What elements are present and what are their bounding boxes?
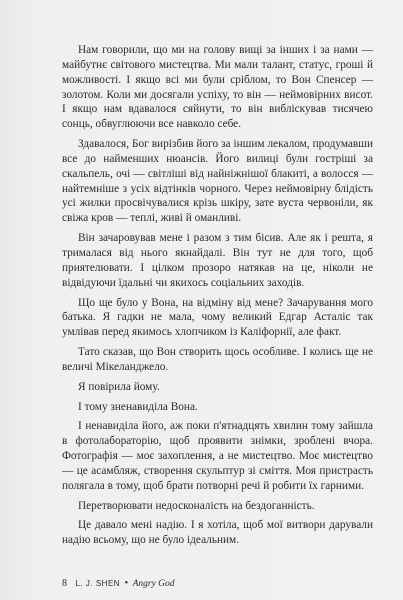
paragraph-7: І тому зненавиділа Вона. xyxy=(78,400,198,413)
book-title: Angry God xyxy=(132,579,175,589)
paragraph-5: Тато сказав, що Вон створить щось особливе. І колись ще не величі Мікеланджело. xyxy=(62,346,373,373)
author-name: L. J. SHEN xyxy=(75,579,121,588)
paragraph-6: Я повірила йому. xyxy=(78,380,160,393)
paragraph-4: Що ще було у Вона, на відміну від мене? Зачарування мого батька. Я гадки не мала, чому великий Едгар Асталіс так умлівав перед якимось хлопчиком із Каліфорнії, але факт. xyxy=(62,296,373,339)
paragraph-2: Здавалося, Бог вирізбив його за іншим лекалом, продумавши все до найменших нюансів. Його вилиці були гостріші за скальпель, очі — світліші від найніжнішої блакиті, а волосся — найтемніше з усіх відтінків чорного. Через неймовірну блідість усі жилки просвічувалися крізь шкіру, зате вуста червоніли, як свіжа кров — теплі, живі й оманливі. xyxy=(62,138,373,225)
paragraph-8: І ненавиділа його, аж поки п'ятнадцять хвилин тому зайшла в фотолабораторію, щоб проявити знімки, зроблені вчора. Фотографія — моє захоплення, а не мистецтво. Моє мистецтво — це асамбляж, створення скульптур зі сміття. Моя пристрасть полягала в тому, щоб брати потворні речі й робити їх гарними. xyxy=(62,420,373,492)
paragraph-10: Це давало мені надію. І я хотіла, щоб мої витвори дарували надію всьому, що не було ідеальним. xyxy=(62,519,373,547)
paragraph-9: Перетворювати недосконалість на бездоганність. xyxy=(78,499,315,512)
body-text xyxy=(62,43,373,553)
footer-separator: • xyxy=(124,578,129,589)
page-footer xyxy=(62,578,175,589)
paragraph-1: Нам говорили, що ми на голову вищі за інших і за нами — майбутнє світового мистецтва. Ми мали талант, статус, гроші й можливості. І якщо всі ми були сріблом, то Вон Спенсер — золотом. Коли ми досягали успіху, то він — неймовірних висот. І якщо нам вдавалося сяйнути, то він вибліскував тисячею сонць, обвуглюючи все навколо себе. xyxy=(62,44,373,131)
page-number: 8 xyxy=(62,578,67,589)
paragraph-3: Він зачаровував мене і разом з тим бісив. Але як і решта, я трималася від нього якнайдалі. Він тут не для того, щоб приятелювати. І цілком прозоро натякав на це, ніколи не відвідуючи їдальні чи якихось соціальних заходів. xyxy=(62,232,373,289)
